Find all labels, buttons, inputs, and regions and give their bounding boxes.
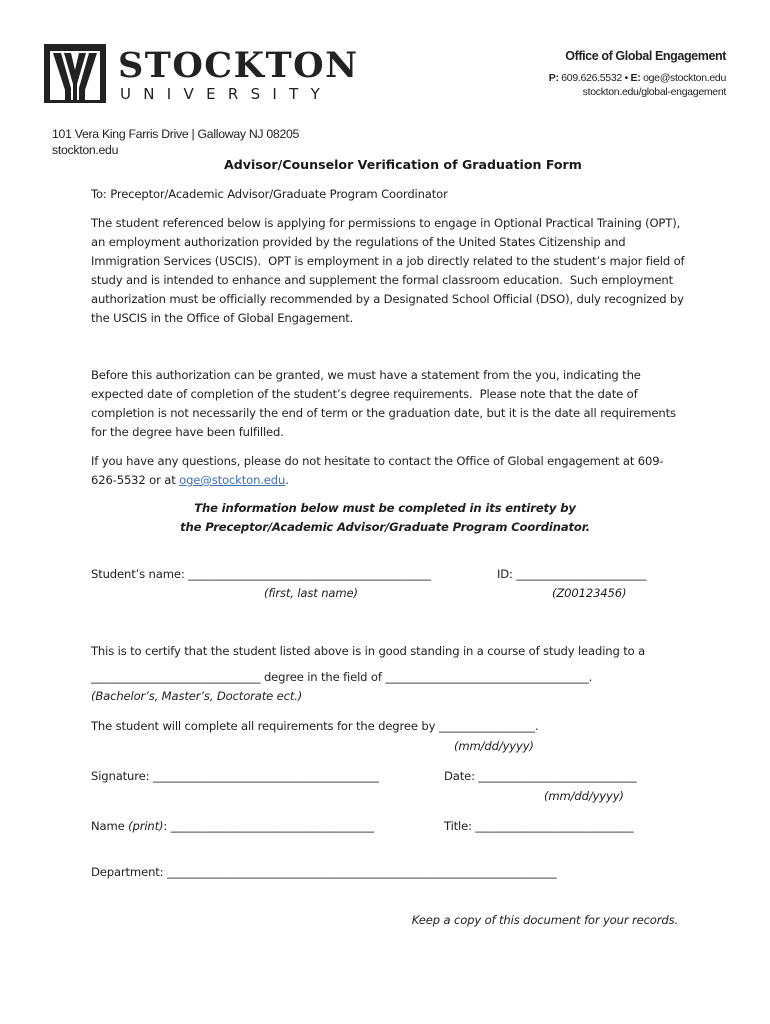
- student-name-field[interactable]: Student’s name: ___________________________________________: [91, 567, 431, 581]
- site-line: stockton.edu: [52, 143, 119, 157]
- contact-line: [549, 72, 726, 84]
- paragraph-line: an employment authorization provided by the regulations of the United States Citizenship and: [91, 235, 626, 249]
- student-name-hint: (first, last name): [264, 586, 358, 600]
- name-print-field[interactable]: [91, 819, 374, 833]
- paragraph-opt-intro: [91, 214, 691, 328]
- paragraph-line: completion is not necessarily the end of term or the graduation date, but it is the date all requirements: [91, 406, 676, 420]
- paragraph-line: If you have any questions, please do not hesitate to contact the Office of Global engagement at 609-: [91, 454, 664, 468]
- date-field[interactable]: Date: ____________________________: [444, 769, 637, 783]
- degree-field-line[interactable]: ______________________________ degree in the field of ____________________________________.: [91, 670, 593, 684]
- completion-notice: [91, 499, 679, 537]
- name-label: Name: [91, 819, 129, 833]
- to-line: To: Preceptor/Academic Advisor/Graduate Program Coordinator: [91, 187, 448, 201]
- signature-field[interactable]: Signature: ________________________________________: [91, 769, 379, 783]
- notice-line: the Preceptor/Academic Advisor/Graduate Program Coordinator.: [180, 520, 590, 534]
- tree-emblem-icon: [44, 44, 106, 106]
- office-name: Office of Global Engagement: [565, 49, 726, 63]
- form-title: Advisor/Counselor Verification of Graduation Form: [224, 157, 582, 172]
- notice-line: The information below must be completed in its entirety by: [194, 501, 576, 515]
- name-label-print: (print): [128, 819, 164, 833]
- paragraph-questions: [91, 452, 691, 490]
- website-link[interactable]: stockton.edu/global-engagement: [582, 86, 726, 98]
- phone-label: P:: [548, 72, 559, 84]
- address-line: 101 Vera King Farris Drive | Galloway NJ 08205: [52, 127, 300, 141]
- records-note: Keep a copy of this document for your records.: [411, 913, 678, 927]
- paragraph-line: Immigration Services (USCIS). OPT is employment in a job directly related to the student’s major field of: [91, 254, 685, 268]
- paragraph-line: [91, 471, 691, 490]
- paragraph-line: authorization must be officially recommended by a Designated School Official (DSO), duly recognized by: [91, 292, 684, 306]
- university-logo: [44, 44, 359, 106]
- phone-number: 609.626.5532: [561, 72, 622, 84]
- header-email[interactable]: oge@stockton.edu: [643, 72, 726, 84]
- logo-wordmark-bottom: UNIVERSITY: [120, 85, 333, 103]
- student-id-hint: (Z00123456): [552, 586, 627, 600]
- student-id-field[interactable]: ID: _______________________: [497, 567, 647, 581]
- name-line: : ____________________________________: [163, 819, 374, 833]
- degree-hint: (Bachelor’s, Master’s, Doctorate ect.): [91, 689, 303, 703]
- date-hint: (mm/dd/yyyy): [544, 789, 624, 803]
- paragraph-line: for the degree have been fulfilled.: [91, 425, 284, 439]
- completion-date-hint: (mm/dd/yyyy): [454, 739, 534, 753]
- email-label: E:: [630, 72, 641, 84]
- certify-statement: This is to certify that the student listed above is in good standing in a course of study leading to a: [91, 644, 646, 658]
- paragraph-text: .: [285, 473, 289, 487]
- separator-bullet: •: [624, 72, 628, 84]
- paragraph-line: The student referenced below is applying for permissions to engage in Optional Practical Training (OPT),: [91, 216, 681, 230]
- contact-email-link[interactable]: oge@stockton.edu: [179, 473, 286, 487]
- paragraph-text: 626-5532 or at: [91, 473, 180, 487]
- title-field[interactable]: Title: ____________________________: [444, 819, 634, 833]
- paragraph-line: Before this authorization can be granted, we must have a statement from the you, indicating the: [91, 368, 641, 382]
- paragraph-authorization: [91, 366, 691, 442]
- completion-date-field[interactable]: The student will complete all requirements for the degree by _________________.: [91, 719, 539, 733]
- paragraph-line: study and is intended to enhance and supplement the formal classroom education. Such employment: [91, 273, 673, 287]
- logo-wordmark-top: STOCKTON: [118, 45, 359, 86]
- department-field[interactable]: Department: _____________________________________________________________________: [91, 865, 557, 879]
- paragraph-line: the USCIS in the Office of Global Engagement.: [91, 311, 354, 325]
- paragraph-line: expected date of completion of the student’s degree requirements. Please note that the date of: [91, 387, 638, 401]
